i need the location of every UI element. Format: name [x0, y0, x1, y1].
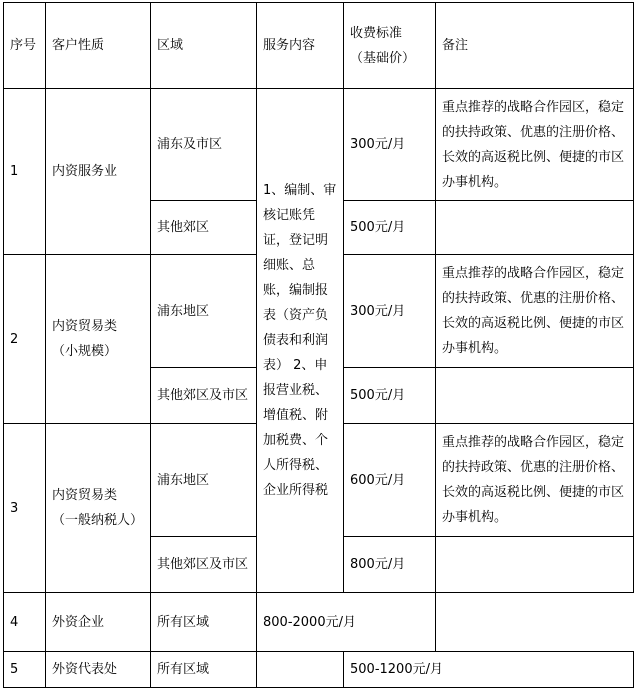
region-cell: 其他郊区	[151, 201, 257, 255]
region-cell: 所有区域	[151, 593, 257, 652]
note-cell: 重点推荐的战略合作园区，稳定的扶持政策、优惠的注册价格、长效的高返税比例、便捷的市区办事机构。	[436, 255, 634, 368]
region-cell: 所有区域	[151, 652, 257, 688]
table-row	[4, 652, 634, 688]
customer-type: 内资贸易类 （小规模）	[46, 255, 151, 424]
note-cell	[436, 368, 634, 424]
fee-cell: 500元/月	[344, 201, 436, 255]
region-cell: 浦东及市区	[151, 89, 257, 201]
header-region: 区域	[151, 3, 257, 89]
header-note: 备注	[436, 3, 634, 89]
header-fee: 收费标准 （基础价）	[344, 3, 436, 89]
customer-type: 内资服务业	[46, 89, 151, 255]
header-row	[4, 3, 634, 89]
table-row	[4, 593, 634, 652]
customer-type: 外资企业	[46, 593, 151, 652]
row-no: 5	[4, 652, 46, 688]
row-no: 1	[4, 89, 46, 255]
service-content: 1、编制、审核记账凭证，登记明细账、总账，编制报表（资产负债表和利润表） 2、申报营业税、增值税、附加税费、个人所得税、企业所得税	[257, 89, 344, 593]
customer-type: 外资代表处	[46, 652, 151, 688]
note-cell: 重点推荐的战略合作园区，稳定的扶持政策、优惠的注册价格、长效的高返税比例、便捷的市区办事机构。	[436, 424, 634, 537]
fee-cell: 800元/月	[344, 537, 436, 593]
customer-type: 内资贸易类 （一般纳税人）	[46, 424, 151, 593]
table-row	[4, 89, 634, 201]
note-cell	[436, 537, 634, 593]
note-cell	[436, 201, 634, 255]
header-customer: 客户性质	[46, 3, 151, 89]
header-no: 序号	[4, 3, 46, 89]
note-cell: 重点推荐的战略合作园区，稳定的扶持政策、优惠的注册价格、长效的高返税比例、便捷的市区办事机构。	[436, 89, 634, 201]
header-service: 服务内容	[257, 3, 344, 89]
row-no: 2	[4, 255, 46, 424]
row-no: 4	[4, 593, 46, 652]
fee-cell: 800-2000元/月	[257, 593, 436, 652]
region-cell: 其他郊区及市区	[151, 537, 257, 593]
fee-cell: 300元/月	[344, 89, 436, 201]
region-cell: 浦东地区	[151, 424, 257, 537]
service-blank	[257, 652, 344, 688]
region-cell: 浦东地区	[151, 255, 257, 368]
row-no: 3	[4, 424, 46, 593]
region-cell: 其他郊区及市区	[151, 368, 257, 424]
fee-cell: 500元/月	[344, 368, 436, 424]
fee-cell: 500-1200元/月	[344, 652, 634, 688]
fee-table	[3, 2, 634, 688]
fee-cell: 300元/月	[344, 255, 436, 368]
fee-cell: 600元/月	[344, 424, 436, 537]
